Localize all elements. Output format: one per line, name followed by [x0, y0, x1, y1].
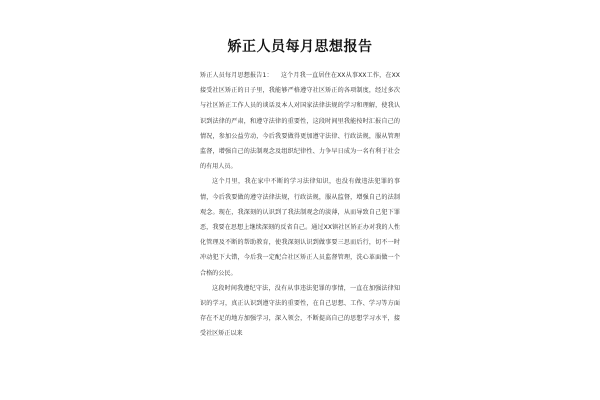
paragraph-1-text: 这个月我一直居住在XX从事XX工作，在XX接受社区矫正的日子里，我能够严格遵守社区矫正的各项制度，经过多次与社区矫正工作人员的谈话及本人对国家法律法规的学习和理解，使我认识到法律的严肃，和遵守法律的重要性，这段时间里我能按时汇报自己的情况，参加公益劳动，今后我要做得更加遵守法律、行政法规，服从管理监督，增强自己的法制观念及组织纪律性、力争早日成为一名有利于社会的有用人员。	[200, 72, 400, 171]
paragraph-1	[200, 68, 400, 174]
paragraph-2: 这个月里，我在家中不断的学习法律知识，也没有做违法犯罪的事情，今后我要做的遵守法律法规，行政法规，服从监督，增强自己的法制观念。现在，我深刻的认识到了我法制观念的淡薄，从而导致自己犯下罪恶，我要在思想上继续深刻的反省自己。通过XX镇社区矫正办对我的人性化管理及不断的帮助教育，使我深刻认识到做事要三思而后行，切不一时冲动犯下大错，今后我一定配合社区矫正人员监督管理，洗心革面做一个合格的公民。	[200, 178, 400, 277]
page-title: 矫正人员每月思想报告	[227, 39, 373, 55]
report-body	[200, 68, 400, 342]
intro-label: 矫正人员每月思想报告1：	[200, 72, 273, 79]
paragraph-3: 这段时间我遵纪守法，没有从事违法犯罪的事情，一直在加强法律知识的学习，真正认识到遵守法的重要性，在自己思想、工作、学习等方面存在不足的地方加强学习，深入领会，不断提高自己的思想学习水平，接受社区矫正以来	[200, 284, 400, 338]
